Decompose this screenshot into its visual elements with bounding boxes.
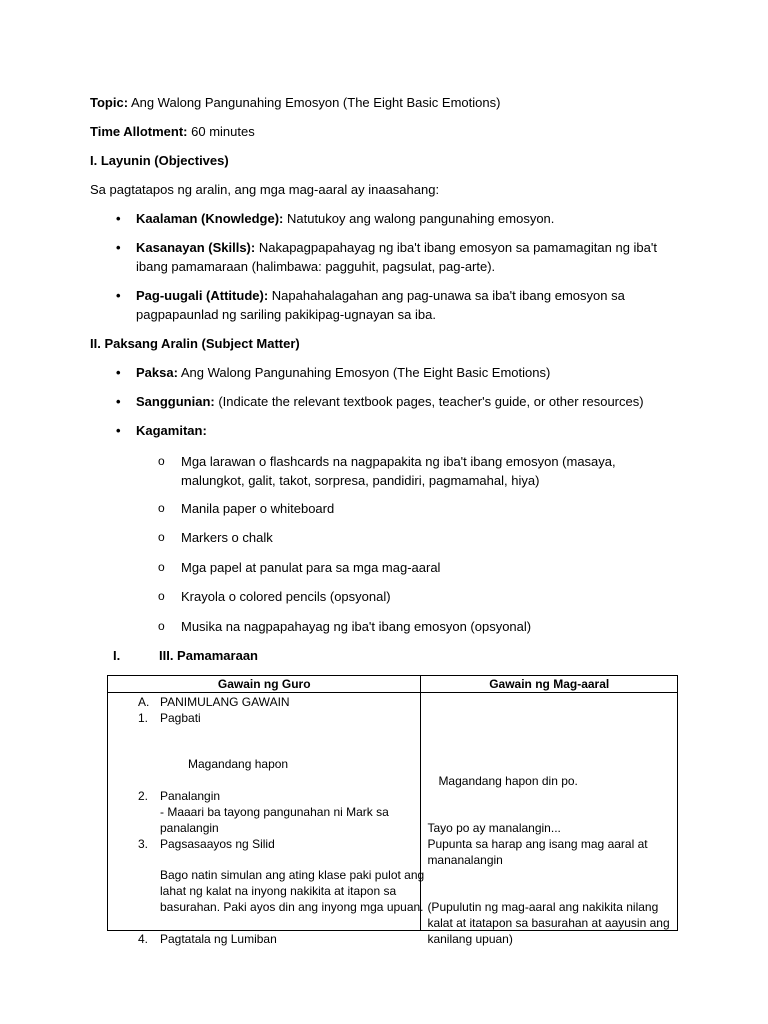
teacher-line: lahat ng kalat na inyong nakikita at itapon sa — [160, 884, 397, 898]
material-text: Mga papel at panulat para sa mga mag-aaral — [181, 560, 441, 575]
bullet-icon: • — [116, 423, 121, 438]
subject-text — [136, 421, 661, 440]
objectives-heading-text: I. Layunin (Objectives) — [90, 153, 229, 168]
subject-label: Paksa: — [136, 365, 178, 380]
material-text: Krayola o colored pencils (opsyonal) — [181, 589, 391, 604]
subject-label: Sanggunian: — [136, 394, 215, 409]
objective-label: Kaalaman (Knowledge): — [136, 211, 284, 226]
student-line: Pupunta sa harap ang isang mag aaral at — [427, 837, 648, 851]
subject-matter-heading-text: II. Paksang Aralin (Subject Matter) — [90, 336, 300, 351]
student-line: Magandang hapon din po. — [438, 774, 578, 788]
objectives-intro: Sa pagtatapos ng aralin, ang mga mag-aaral ay inaasahang: — [90, 182, 440, 197]
step-marker: 2. — [138, 789, 149, 803]
student-line: Tayo po ay manalangin... — [427, 821, 561, 835]
objectives-heading — [90, 151, 229, 170]
objective-text — [136, 286, 661, 324]
objective-text — [136, 209, 661, 228]
step-marker: 3. — [138, 837, 149, 851]
student-line: mananalangin — [427, 853, 503, 867]
step-title: Pagsasaayos ng Silid — [160, 837, 275, 851]
circle-bullet-icon: o — [158, 589, 165, 603]
procedure-table — [107, 675, 678, 946]
bullet-icon: • — [116, 211, 121, 226]
material-text: Manila paper o whiteboard — [181, 501, 335, 516]
subject-body: (Indicate the relevant textbook pages, teacher's guide, or other resources) — [218, 394, 644, 409]
bullet-icon: • — [116, 288, 121, 303]
bullet-icon: • — [116, 240, 121, 255]
teacher-line: Bago natin simulan ang ating klase paki pulot ang — [160, 868, 425, 882]
material-text: Musika na nagpapahayag ng iba't ibang emosyon (opsyonal) — [181, 619, 532, 634]
table-header-row — [108, 676, 678, 693]
subject-matter-heading — [90, 334, 300, 353]
step-title: Panalangin — [160, 789, 221, 803]
circle-bullet-icon: o — [158, 560, 165, 574]
section-marker: A. — [138, 695, 150, 709]
circle-bullet-icon: o — [158, 454, 165, 468]
circle-bullet-icon: o — [158, 530, 165, 544]
subject-body: Ang Walong Pangunahing Emosyon (The Eight Basic Emotions) — [180, 365, 551, 380]
circle-bullet-icon: o — [158, 619, 165, 633]
procedure-list-number: I. — [113, 648, 121, 663]
procedure-heading: III. Pamamaraan — [159, 648, 258, 663]
topic-line — [90, 93, 500, 112]
step-marker: 1. — [138, 711, 149, 725]
objective-body: Natutukoy ang walong pangunahing emosyon. — [286, 211, 555, 226]
step-marker: 4. — [138, 932, 149, 946]
step-title: Pagbati — [160, 711, 201, 725]
student-activity-cell — [421, 693, 678, 946]
material-text: Markers o chalk — [181, 530, 273, 545]
topic-label: Topic: — [90, 95, 129, 110]
objective-body: Napahahalagahan ang pag-unawa sa iba't ibang emosyon sa pagpapaunlad ng sariling pakikipag-ugnayan sa iba. — [136, 288, 625, 322]
step-title: Pagtatala ng Lumiban — [160, 932, 277, 946]
bullet-icon: • — [116, 365, 121, 380]
teacher-line: Magandang hapon — [188, 757, 289, 771]
column-header-student: Gawain ng Mag-aaral — [421, 676, 678, 693]
student-line: (Pupulutin ng mag-aaral ang nakikita nilang — [427, 900, 659, 914]
student-line: kanilang upuan) — [427, 932, 513, 946]
objective-label: Pag-uugali (Attitude): — [136, 288, 269, 303]
table-row — [108, 693, 678, 931]
topic-value: Ang Walong Pangunahing Emosyon (The Eight Basic Emotions) — [130, 95, 501, 110]
section-title: PANIMULANG GAWAIN — [160, 695, 290, 709]
subject-text — [136, 392, 661, 411]
student-line: kalat at itatapon sa basurahan at aayusin ang — [427, 916, 670, 930]
time-allotment-line — [90, 122, 255, 141]
teacher-line: panalangin — [160, 821, 219, 835]
teacher-line: - Maaari ba tayong pangunahan ni Mark sa — [160, 805, 389, 819]
subject-text — [136, 363, 661, 382]
teacher-activity-cell — [108, 693, 425, 946]
teacher-line: basurahan. Paki ayos din ang inyong mga upuan. — [160, 900, 424, 914]
objective-body: Nakapagpapahayag ng iba't ibang emosyon sa pamamagitan ng iba't ibang pamamaraan (halimbawa: pagguhit, pagsulat, pag-arte). — [136, 240, 657, 274]
circle-bullet-icon: o — [158, 501, 165, 515]
time-allotment-value: 60 minutes — [191, 124, 255, 139]
subject-label: Kagamitan: — [136, 423, 207, 438]
objective-label: Kasanayan (Skills): — [136, 240, 256, 255]
column-header-teacher: Gawain ng Guro — [108, 676, 421, 693]
material-text: Mga larawan o flashcards na nagpapakita ng iba't ibang emosyon (masaya, malungkot, galit, takot, sorpresa, pandidiri, pagmamahal, hiya) — [181, 454, 616, 488]
time-allotment-label: Time Allotment: — [90, 124, 188, 139]
objective-text — [136, 238, 661, 276]
bullet-icon: • — [116, 394, 121, 409]
